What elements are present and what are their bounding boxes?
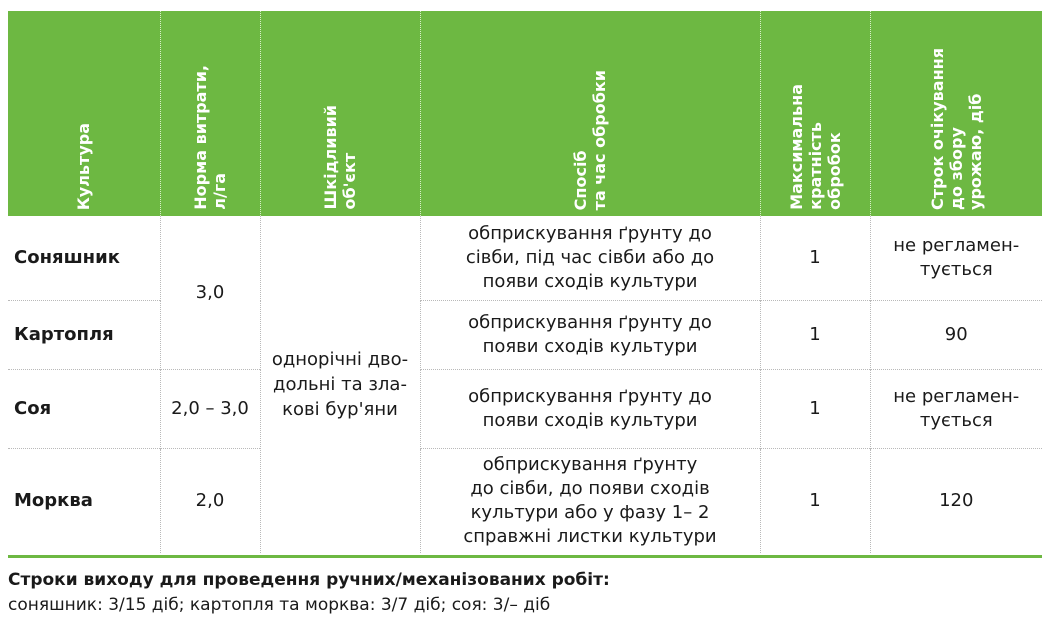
waiting-period-cell: 120 [870, 449, 1042, 554]
table-bottom-rule [8, 555, 1042, 558]
max-treatments-cell: 1 [760, 370, 870, 449]
table-row [8, 449, 1042, 554]
header-waiting-period: Строк очікування до збору урожаю, діб [870, 11, 1042, 216]
method-cell: обприскування ґрунту до сівби, під час сівби або до появи сходів культури [420, 216, 760, 301]
waiting-period-cell: не регламен- тується [870, 370, 1042, 449]
header-pest: Шкідливий об'єкт [260, 11, 420, 216]
header-crop: Культура [8, 11, 160, 216]
waiting-period-cell: 90 [870, 301, 1042, 370]
table-row [8, 216, 1042, 301]
method-cell: обприскування ґрунту до появи сходів культури [420, 370, 760, 449]
rate-cell: 2,0 – 3,0 [160, 370, 260, 449]
method-cell: обприскування ґрунту до появи сходів культури [420, 301, 760, 370]
note-title: Строки виходу для проведення ручних/механізованих робіт: [8, 570, 610, 590]
method-cell: обприскування ґрунту до сівби, до появи сходів культури або у фазу 1– 2 справжні листки культури [420, 449, 760, 554]
header-rate: Норма витрати, л/га [160, 11, 260, 216]
pest-cell: однорічні дво- дольні та зла- кові бур'яни [260, 216, 420, 553]
regulation-table [8, 11, 1042, 553]
table-row [8, 370, 1042, 449]
crop-cell: Соняшник [14, 247, 120, 268]
header-row [8, 11, 1042, 216]
rate-cell: 2,0 [160, 449, 260, 554]
header-method: Спосіб та час обробки [420, 11, 760, 216]
rate-cell: 3,0 [160, 216, 260, 370]
crop-cell: Соя [8, 370, 160, 449]
crop-cell: Морква [8, 449, 160, 554]
max-treatments-cell: 1 [760, 216, 870, 301]
waiting-period-cell: не регламен- тується [870, 216, 1042, 301]
note-text: соняшник: 3/15 діб; картопля та морква: 3/7 діб; соя: 3/– діб [8, 595, 551, 615]
max-treatments-cell: 1 [760, 301, 870, 370]
max-treatments-cell: 1 [760, 449, 870, 554]
crop-cell: Картопля [8, 301, 160, 370]
header-max-treatments: Максимальна кратність обробок [760, 11, 870, 216]
